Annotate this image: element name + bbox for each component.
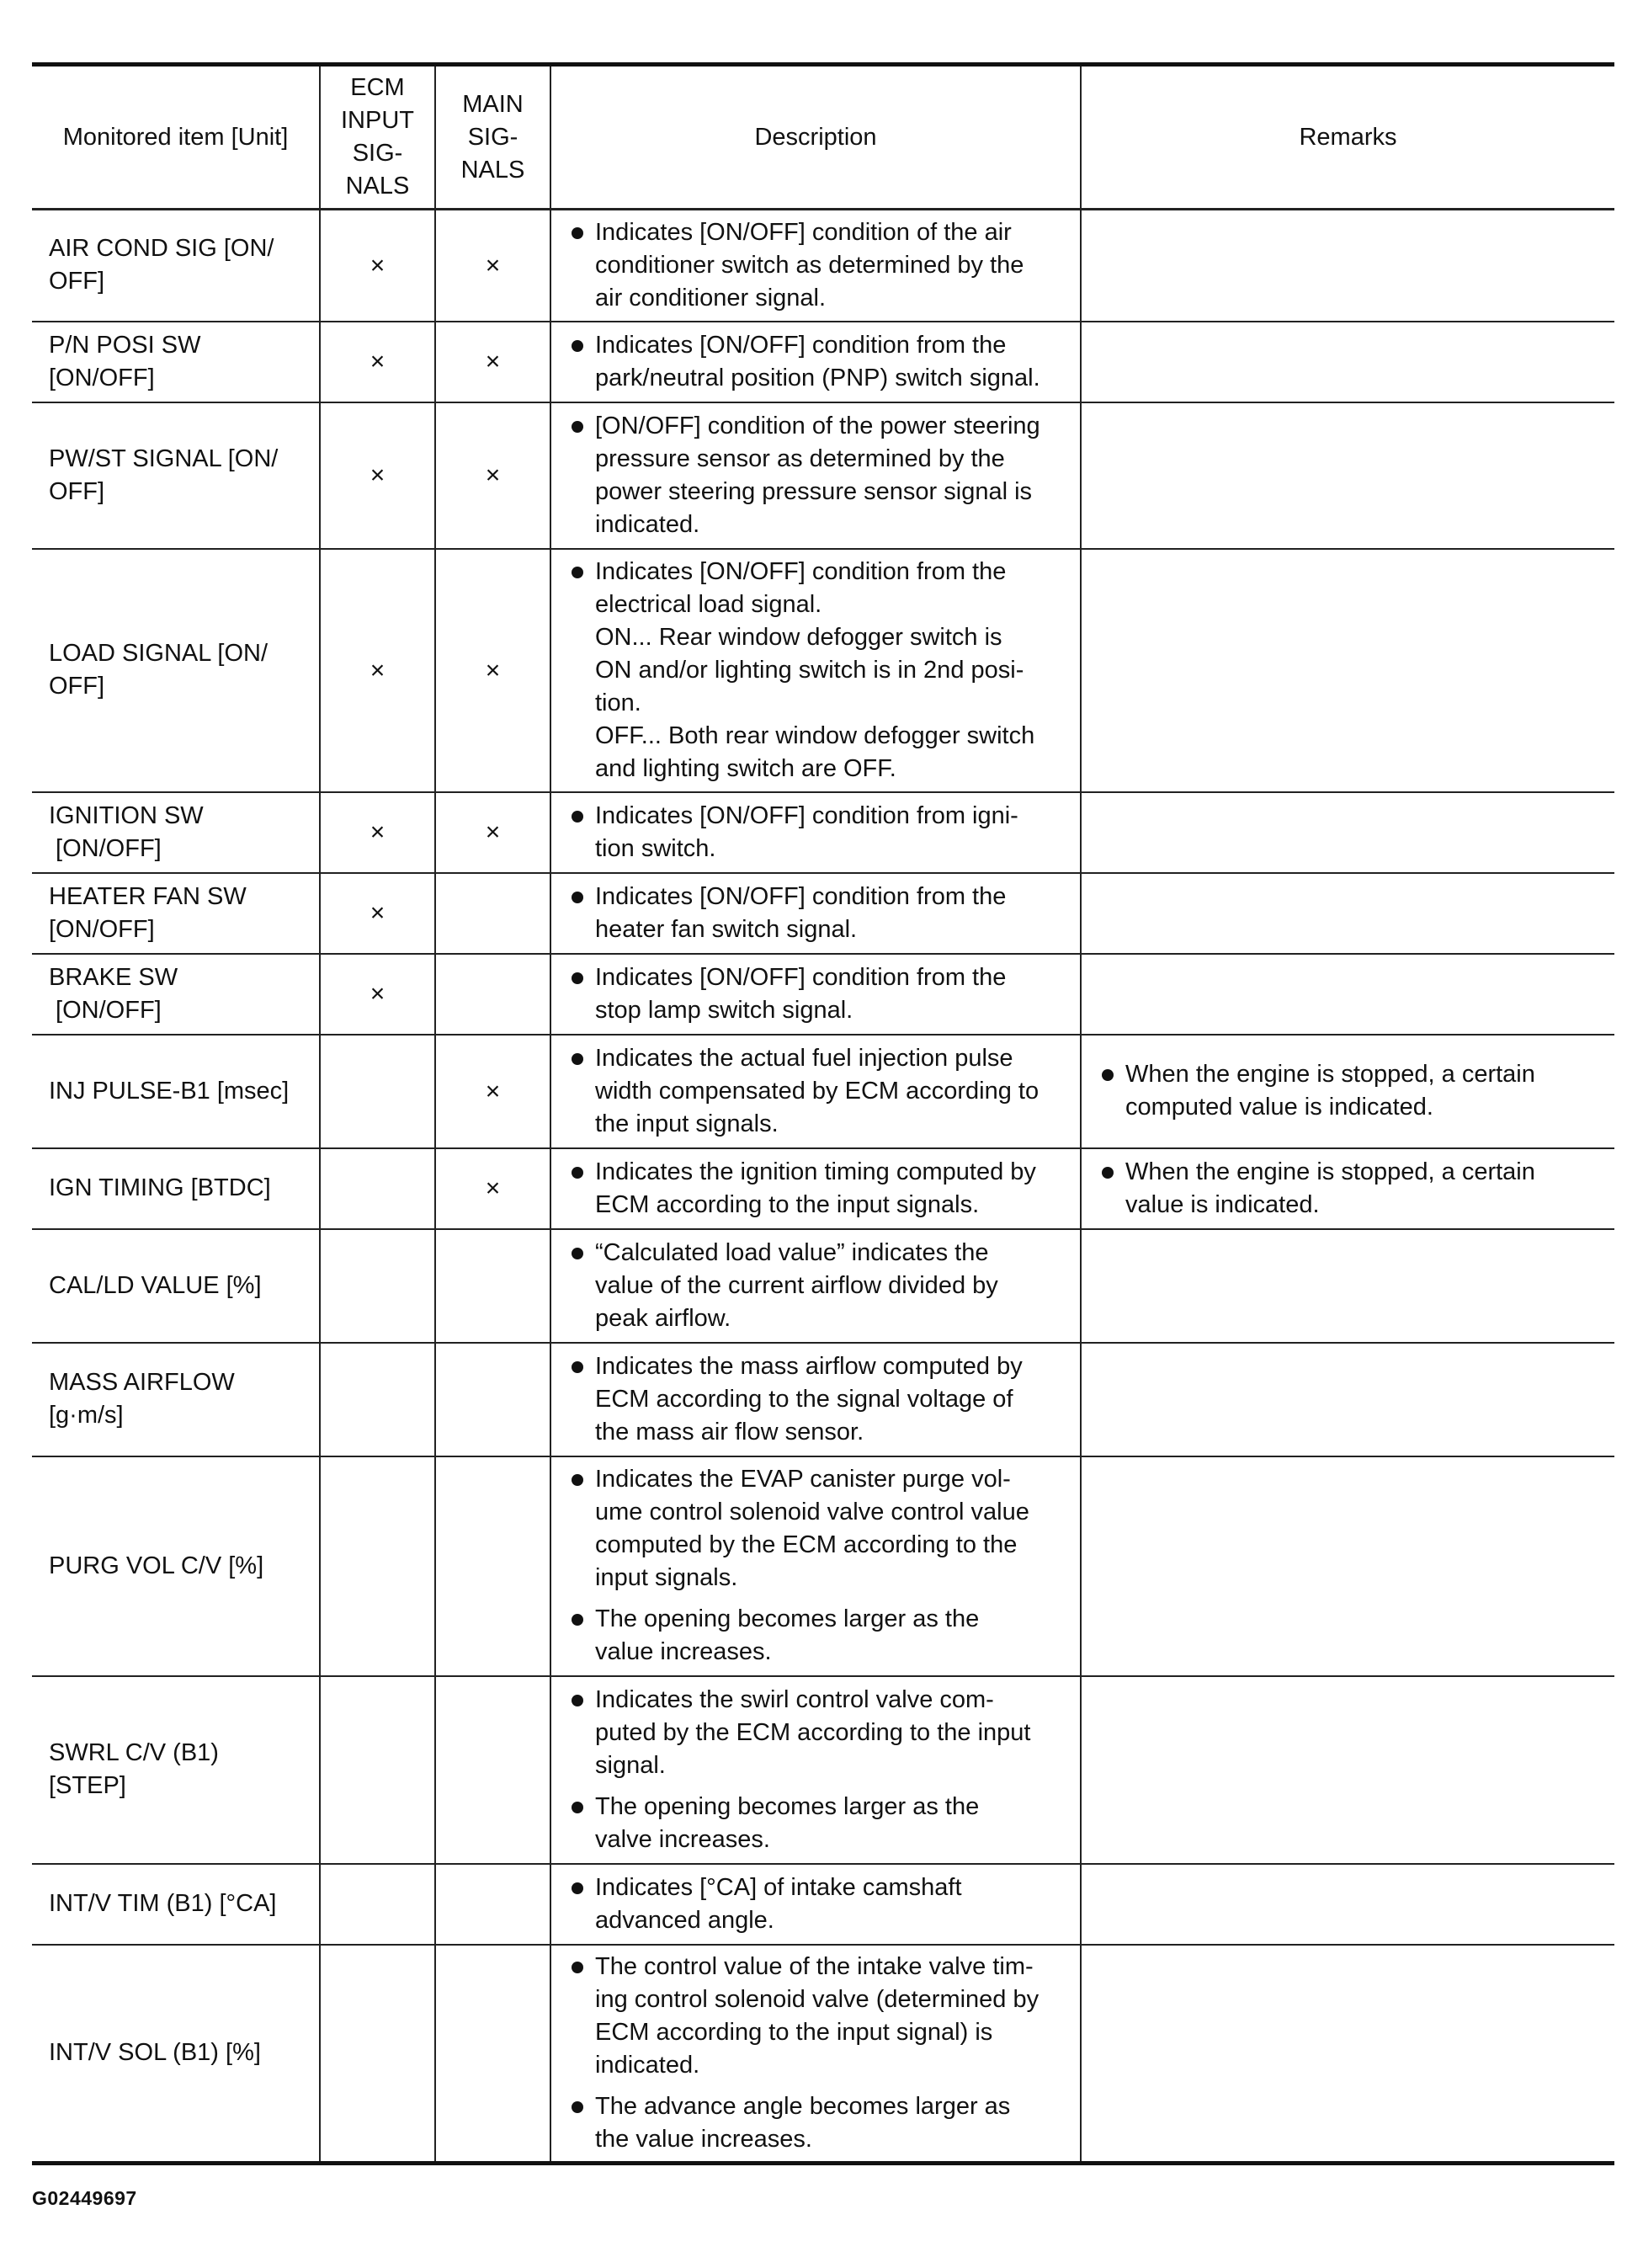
main-signal-mark-cell [435, 549, 550, 792]
remarks-cell [1081, 1035, 1614, 1148]
bullet-text-line: ECM according to the signal voltage of [595, 1385, 1013, 1413]
monitored-item-label: IGNITION SW [49, 801, 204, 829]
bullet-list [570, 410, 1068, 541]
bullet-item [570, 1042, 1068, 1141]
bullet-text-line: Indicates [ON/OFF] condition from the [595, 882, 1007, 910]
monitored-item-label: PURG VOL C/V [%] [49, 1552, 264, 1579]
bullet-text-line: ing control solenoid valve (determined by [595, 1985, 1040, 2013]
signal-mark: × [485, 1174, 501, 1202]
bullet-text-line: The advance angle becomes larger as [595, 2092, 1011, 2120]
bullet-text-line: puted by the ECM according to the input [595, 1718, 1031, 1746]
bullet-text-line: Indicates [ON/OFF] condition from the [595, 331, 1007, 359]
remarks-cell [1081, 1148, 1614, 1229]
monitored-item-label: [ON/OFF] [49, 915, 155, 943]
bullet-text-line: conditioner switch as determined by the [595, 251, 1024, 279]
main-signal-mark-cell [435, 1229, 550, 1343]
monitored-item-cell [32, 549, 320, 792]
monitored-item-cell [32, 1864, 320, 1945]
bullet-text-line: OFF... Both rear window defogger switch [595, 721, 1035, 749]
bullet-text-line: Indicates [°CA] of intake camshaft [595, 1873, 962, 1901]
signal-mark: × [370, 899, 385, 927]
document-id: G02449697 [32, 2187, 137, 2209]
ecm-input-mark-cell [320, 1945, 435, 2164]
signal-mark: × [370, 656, 385, 684]
bullet-text-line: Indicates the swirl control valve com- [595, 1685, 994, 1713]
remarks-cell [1081, 1676, 1614, 1864]
bullet-text-line: width compensated by ECM according to [595, 1077, 1040, 1105]
ecm-input-mark-cell [320, 954, 435, 1035]
signal-mark: × [485, 461, 501, 489]
monitored-item-cell [32, 1343, 320, 1456]
table-row [32, 873, 1614, 954]
table-row [32, 1035, 1614, 1148]
ecm-input-mark-cell [320, 873, 435, 954]
bullet-text-line: the value increases. [595, 2125, 812, 2153]
remarks-cell [1081, 549, 1614, 792]
table-row [32, 322, 1614, 402]
header-description: Description [550, 65, 1081, 210]
bullet-text-line: The opening becomes larger as the [595, 1792, 980, 1820]
table-row [32, 1343, 1614, 1456]
ecm-input-mark-cell [320, 1343, 435, 1456]
signal-mark: × [370, 818, 385, 846]
monitored-item-label: MASS AIRFLOW [49, 1369, 235, 1396]
table-row [32, 792, 1614, 873]
bullet-text-line: power steering pressure sensor signal is [595, 477, 1033, 505]
monitored-item-label: INT/V TIM (B1) [°CA] [49, 1890, 277, 1917]
signal-mark: × [485, 656, 501, 684]
bullet-list [570, 1350, 1068, 1449]
bullet-text-line: tion switch. [595, 834, 716, 862]
ecm-input-mark-cell [320, 549, 435, 792]
table-row [32, 1456, 1614, 1676]
bullet-text-line: Indicates [ON/OFF] condition of the air [595, 218, 1012, 246]
main-signal-mark-cell [435, 873, 550, 954]
monitored-item-label: IGN TIMING [BTDC] [49, 1174, 271, 1201]
bullet-text-line: When the engine is stopped, a certain [1125, 1061, 1535, 1088]
monitored-item-label: P/N POSI SW [49, 331, 201, 359]
bullet-item [570, 556, 1068, 785]
bullet-text-line: computed by the ECM according to the [595, 1531, 1018, 1558]
bullet-item [570, 1791, 1068, 1856]
description-cell [550, 792, 1081, 873]
monitored-item-label: [g·m/s] [49, 1402, 124, 1429]
header-line: NALS [345, 173, 410, 200]
remarks-cell [1081, 873, 1614, 954]
bullet-item [1100, 1156, 1603, 1222]
bullet-text-line: Indicates the mass airflow computed by [595, 1352, 1023, 1380]
ecm-input-mark-cell [320, 1035, 435, 1148]
header-row [32, 65, 1614, 210]
description-cell [550, 402, 1081, 549]
description-cell [550, 873, 1081, 954]
bullet-item [570, 329, 1068, 395]
monitored-item-label: LOAD SIGNAL [ON/ [49, 640, 268, 667]
monitored-item-cell [32, 402, 320, 549]
ecm-input-mark-cell [320, 792, 435, 873]
bullet-list [570, 1463, 1068, 1669]
monitored-item-cell [32, 954, 320, 1035]
main-signal-mark-cell [435, 402, 550, 549]
ecm-input-mark-cell [320, 402, 435, 549]
bullet-text-line: Indicates the ignition timing computed by [595, 1158, 1036, 1185]
description-cell [550, 954, 1081, 1035]
bullet-item [570, 410, 1068, 541]
header-main-signals [435, 65, 550, 210]
bullet-item [1100, 1058, 1603, 1124]
bullet-list [1100, 1156, 1603, 1222]
signal-mark: × [485, 251, 501, 280]
signal-mark: × [370, 461, 385, 489]
table-row [32, 954, 1614, 1035]
main-signal-mark-cell [435, 1676, 550, 1864]
monitored-item-cell [32, 210, 320, 322]
main-signal-mark-cell [435, 1456, 550, 1676]
bullet-text-line: computed value is indicated. [1125, 1094, 1433, 1121]
ecm-input-mark-cell [320, 1229, 435, 1343]
bullet-text-line: tion. [595, 689, 641, 716]
description-cell [550, 1945, 1081, 2164]
main-signal-mark-cell [435, 210, 550, 322]
bullet-list [570, 329, 1068, 395]
monitored-item-label: [STEP] [49, 1772, 126, 1799]
remarks-cell [1081, 402, 1614, 549]
bullet-list [570, 1042, 1068, 1141]
monitored-item-label: BRAKE SW [49, 963, 178, 991]
remarks-cell [1081, 1864, 1614, 1945]
bullet-item [570, 1684, 1068, 1782]
header-monitored-item: Monitored item [Unit] [32, 65, 320, 210]
bullet-text-line: the input signals. [595, 1110, 779, 1137]
table-row [32, 402, 1614, 549]
bullet-item [570, 1156, 1068, 1222]
ecm-input-mark-cell [320, 1148, 435, 1229]
signal-mark: × [485, 1077, 501, 1105]
monitored-item-cell [32, 1229, 320, 1343]
bullet-text-line: valve increases. [595, 1825, 770, 1853]
signal-mark: × [485, 348, 501, 375]
main-signal-mark-cell [435, 1945, 550, 2164]
header-remarks: Remarks [1081, 65, 1614, 210]
monitored-item-label: OFF] [49, 477, 105, 505]
monitored-item-label: [ON/OFF] [49, 834, 162, 862]
bullet-list [570, 1156, 1068, 1222]
bullet-text-line: indicated. [595, 510, 700, 538]
monitored-item-cell [32, 873, 320, 954]
description-cell [550, 1343, 1081, 1456]
bullet-text-line: “Calculated load value” indicates the [595, 1238, 989, 1266]
table-row [32, 1945, 1614, 2164]
header-line: SIG- [352, 140, 403, 167]
monitored-item-cell [32, 322, 320, 402]
main-signal-mark-cell [435, 1343, 550, 1456]
bullet-text-line: pressure sensor as determined by the [595, 445, 1005, 472]
ecm-input-mark-cell [320, 1456, 435, 1676]
signal-mark: × [370, 251, 385, 280]
bullet-list [570, 556, 1068, 785]
bullet-item [570, 1463, 1068, 1595]
main-signal-mark-cell [435, 954, 550, 1035]
bullet-list [570, 1871, 1068, 1937]
remarks-cell [1081, 1456, 1614, 1676]
remarks-cell [1081, 954, 1614, 1035]
bullet-text-line: Indicates the EVAP canister purge vol- [595, 1466, 1011, 1493]
monitored-item-label: INT/V SOL (B1) [%] [49, 2039, 261, 2067]
bullet-list [570, 800, 1068, 865]
header-line: NALS [460, 156, 525, 184]
bullet-text-line: the mass air flow sensor. [595, 1418, 864, 1445]
signal-mark: × [370, 980, 385, 1008]
bullet-text-line: ECM according to the input signal) is [595, 2018, 993, 2046]
bullet-text-line: indicated. [595, 2051, 700, 2079]
bullet-text-line: heater fan switch signal. [595, 915, 858, 943]
main-signal-mark-cell [435, 792, 550, 873]
bullet-item [570, 881, 1068, 946]
bullet-text-line: ON... Rear window defogger switch is [595, 623, 1002, 651]
monitored-item-label: INJ PULSE-B1 [msec] [49, 1077, 290, 1105]
bullet-text-line: park/neutral position (PNP) switch signal. [595, 364, 1040, 391]
main-signal-mark-cell [435, 1035, 550, 1148]
monitored-item-cell [32, 1148, 320, 1229]
ecm-input-mark-cell [320, 210, 435, 322]
bullet-item [570, 1603, 1068, 1669]
bullet-text-line: electrical load signal. [595, 590, 822, 618]
main-signal-mark-cell [435, 1864, 550, 1945]
table-body [32, 210, 1614, 2164]
monitored-item-label: HEATER FAN SW [49, 882, 247, 910]
bullet-text-line: Indicates [ON/OFF] condition from the [595, 963, 1007, 991]
bullet-item [570, 800, 1068, 865]
bullet-text-line: ON and/or lighting switch is in 2nd posi- [595, 656, 1024, 684]
main-signal-mark-cell [435, 322, 550, 402]
remarks-cell [1081, 210, 1614, 322]
table-row [32, 549, 1614, 792]
monitored-item-cell [32, 1945, 320, 2164]
remarks-cell [1081, 322, 1614, 402]
monitored-item-label: PW/ST SIGNAL [ON/ [49, 445, 279, 472]
monitored-item-label: [ON/OFF] [49, 996, 162, 1024]
header-line: SIG- [467, 123, 518, 151]
monitored-item-label: SWRL C/V (B1) [49, 1739, 219, 1766]
bullet-item [570, 1350, 1068, 1449]
bullet-item [570, 1871, 1068, 1937]
bullet-text-line: value of the current airflow divided by [595, 1271, 998, 1299]
bullet-text-line: stop lamp switch signal. [595, 996, 853, 1024]
description-cell [550, 1864, 1081, 1945]
bullet-text-line: and lighting switch are OFF. [595, 754, 896, 782]
description-cell [550, 210, 1081, 322]
bullet-item [570, 2090, 1068, 2156]
monitored-item-label: [ON/OFF] [49, 364, 155, 391]
bullet-text-line: Indicates [ON/OFF] condition from the [595, 557, 1007, 585]
bullet-list [570, 961, 1068, 1027]
description-cell [550, 1035, 1081, 1148]
main-signal-mark-cell [435, 1148, 550, 1229]
ecm-input-mark-cell [320, 1676, 435, 1864]
bullet-text-line: air conditioner signal. [595, 284, 827, 311]
remarks-cell [1081, 1945, 1614, 2164]
bullet-list [570, 881, 1068, 946]
bullet-list [570, 1951, 1068, 2156]
description-cell [550, 1676, 1081, 1864]
description-cell [550, 1148, 1081, 1229]
header-line: MAIN [462, 90, 524, 118]
monitored-item-label: OFF] [49, 673, 105, 700]
monitored-item-label: OFF] [49, 268, 105, 295]
monitored-items-table [32, 62, 1614, 2165]
table-row [32, 1229, 1614, 1343]
table-row [32, 1676, 1614, 1864]
monitored-item-cell [32, 1456, 320, 1676]
monitored-item-cell [32, 1676, 320, 1864]
monitored-item-label: CAL/LD VALUE [%] [49, 1271, 262, 1299]
bullet-item [570, 216, 1068, 315]
bullet-text-line: value increases. [595, 1638, 772, 1665]
bullet-text-line: The opening becomes larger as the [595, 1605, 980, 1632]
description-cell [550, 1456, 1081, 1676]
remarks-cell [1081, 792, 1614, 873]
table-row [32, 1148, 1614, 1229]
bullet-text-line: ECM according to the input signals. [595, 1190, 980, 1218]
bullet-list [570, 1684, 1068, 1856]
remarks-cell [1081, 1229, 1614, 1343]
header-line: ECM [350, 74, 405, 101]
bullet-list [570, 1237, 1068, 1335]
signal-mark: × [370, 348, 385, 375]
bullet-item [570, 1951, 1068, 2082]
bullet-text-line: [ON/OFF] condition of the power steering [595, 412, 1040, 439]
remarks-cell [1081, 1343, 1614, 1456]
bullet-text-line: signal. [595, 1751, 666, 1779]
monitored-item-cell [32, 792, 320, 873]
description-cell [550, 322, 1081, 402]
bullet-text-line: When the engine is stopped, a certain [1125, 1158, 1535, 1185]
monitored-item-label: AIR COND SIG [ON/ [49, 235, 274, 263]
signal-mark: × [485, 818, 501, 846]
bullet-text-line: advanced angle. [595, 1906, 774, 1934]
description-cell [550, 549, 1081, 792]
table-row [32, 210, 1614, 322]
ecm-input-mark-cell [320, 1864, 435, 1945]
description-cell [550, 1229, 1081, 1343]
bullet-text-line: Indicates [ON/OFF] condition from igni- [595, 801, 1018, 829]
bullet-item [570, 1237, 1068, 1335]
bullet-text-line: input signals. [595, 1564, 738, 1591]
monitored-item-cell [32, 1035, 320, 1148]
bullet-text-line: The control value of the intake valve tim- [595, 1952, 1034, 1980]
header-ecm-input-signals [320, 65, 435, 210]
bullet-text-line: peak airflow. [595, 1304, 731, 1332]
bullet-item [570, 961, 1068, 1027]
header-line: INPUT [341, 107, 414, 134]
bullet-text-line: ume control solenoid valve control value [595, 1499, 1029, 1525]
bullet-list [570, 216, 1068, 315]
bullet-text-line: Indicates the actual fuel injection pulse [595, 1044, 1013, 1072]
table-row [32, 1864, 1614, 1945]
ecm-input-mark-cell [320, 322, 435, 402]
bullet-list [1100, 1058, 1603, 1124]
bullet-text-line: value is indicated. [1125, 1190, 1320, 1218]
